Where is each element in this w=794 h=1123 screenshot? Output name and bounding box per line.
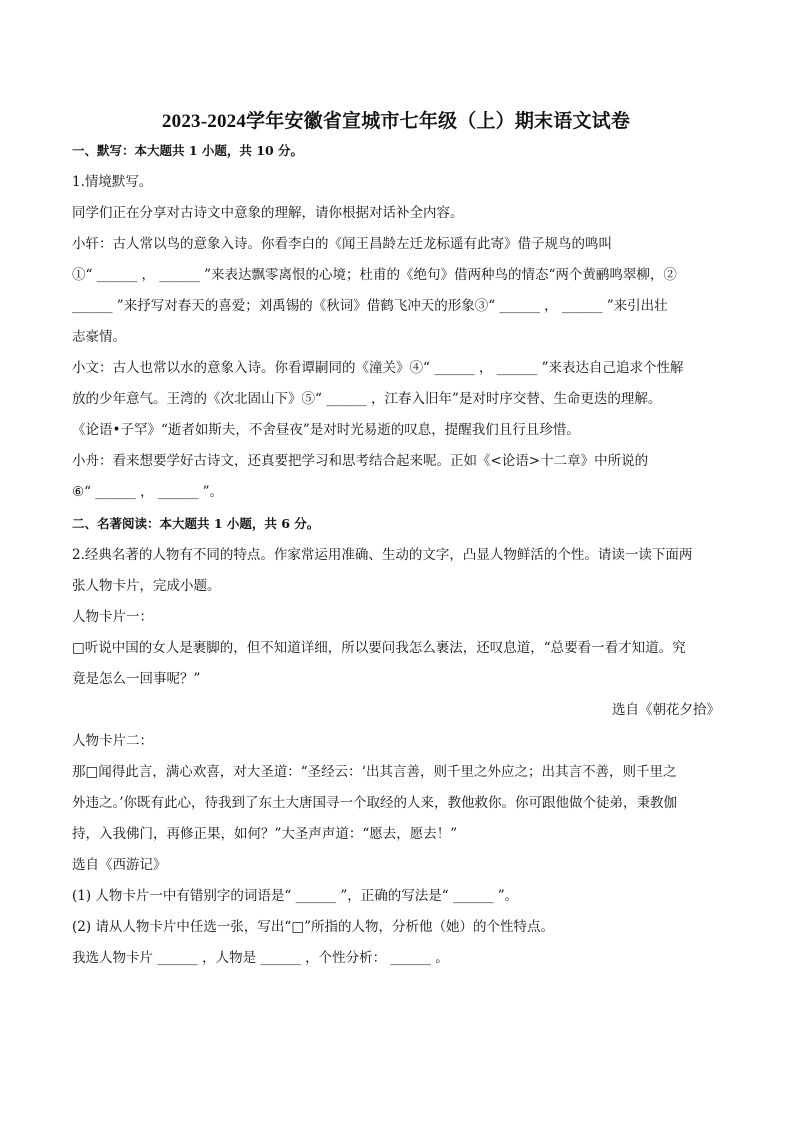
card1-label: 人物卡片一： <box>72 609 153 625</box>
q1-intro: 同学们正在分享对古诗文中意象的理解，请你根据对话补全内容。 <box>72 205 464 221</box>
q2-intro: 张人物卡片，完成小题。 <box>72 578 221 594</box>
q2-sub1: (1) 人物卡片一中有错别字的词语是“ ______ ”，正确的写法是“ ______ ”。 <box>72 888 519 904</box>
q1-line: 放的少年意气。王湾的《次北固山下》⑤“ ______ ，江春入旧年”是对时序交替、生命更迭的理解。 <box>72 391 662 407</box>
q2-intro: 2.经典名著的人物有不同的特点。作家常运用准确、生动的文字，凸显人物鲜活的个性。请读一读下面两 <box>72 547 693 563</box>
card1-source: 选自《朝花夕拾》 <box>612 702 720 718</box>
card2-text: 持，入我佛门，再修正果，如何？”大圣声声道：“愿去，愿去！” <box>72 826 458 842</box>
q1-line: ①“ ______ ， ______ ”来表达飘零离恨的心境；杜甫的《绝句》借两种鸟的情态“两个黄鹂鸣翠柳，② <box>72 267 677 283</box>
card2-source: 选自《西游记》 <box>72 857 167 873</box>
q1-line: ⑥“ ______ ， ______ ”。 <box>72 484 224 500</box>
card2-text: 外违之。’你既有此心，待我到了东土大唐国寻一个取经的人来，教他救你。你可跟他做个徒弟，秉教伽 <box>72 795 678 811</box>
exam-title: 2023-2024学年安徽省宣城市七年级（上）期末语文试卷 <box>161 111 631 132</box>
card1-text: 竟是怎么一回事呢？” <box>72 671 201 687</box>
q2-sub2: (2) 请从人物卡片中任选一张，写出“□”所指的人物，分析他（她）的个性特点。 <box>72 919 554 935</box>
q2-answer-line: 我选人物卡片 ______ ，人物是 ______ ，个性分析： ______ 。 <box>72 950 449 966</box>
card2-label: 人物卡片二： <box>72 733 153 749</box>
card2-text: 那□闻得此言，满心欢喜，对大圣道：“圣经云：‘出其言善，则千里之外应之；出其言不善，则千里之 <box>72 764 677 780</box>
q1-number: 1.情境默写。 <box>72 174 153 190</box>
q1-line: 小轩：古人常以鸟的意象入诗。你看李白的《闻王昌龄左迁龙标遥有此寄》借子规鸟的鸣叫 <box>72 236 612 252</box>
section-heading-1: 一、默写：本大题共 1 小题，共 10 分。 <box>72 143 304 158</box>
q1-line: 小舟：看来想要学好古诗文，还真要把学习和思考结合起来呢。正如《<论语>十二章》中所说的 <box>72 453 649 469</box>
q1-line: 小文：古人也常以水的意象入诗。你看谭嗣同的《潼关》④“ ______ ， ______ ”来表达自己追求个性解 <box>72 360 684 376</box>
q1-line: ______ ”来抒写对春天的喜爱；刘禹锡的《秋词》借鹤飞冲天的形象③“ ______ ， ______ ”来引出壮 <box>72 298 668 314</box>
q1-line: 《论语•子罕》“逝者如斯夫，不舍昼夜”是对时光易逝的叹息，提醒我们且行且珍惜。 <box>72 422 580 438</box>
q1-line: 志豪情。 <box>72 329 126 345</box>
card1-text: □听说中国的女人是裹脚的，但不知道详细，所以要问我怎么裹法，还叹息道，“总要看一看才知道。究 <box>72 640 686 656</box>
section-heading-2: 二、名著阅读：本大题共 1 小题，共 6 分。 <box>72 516 320 531</box>
